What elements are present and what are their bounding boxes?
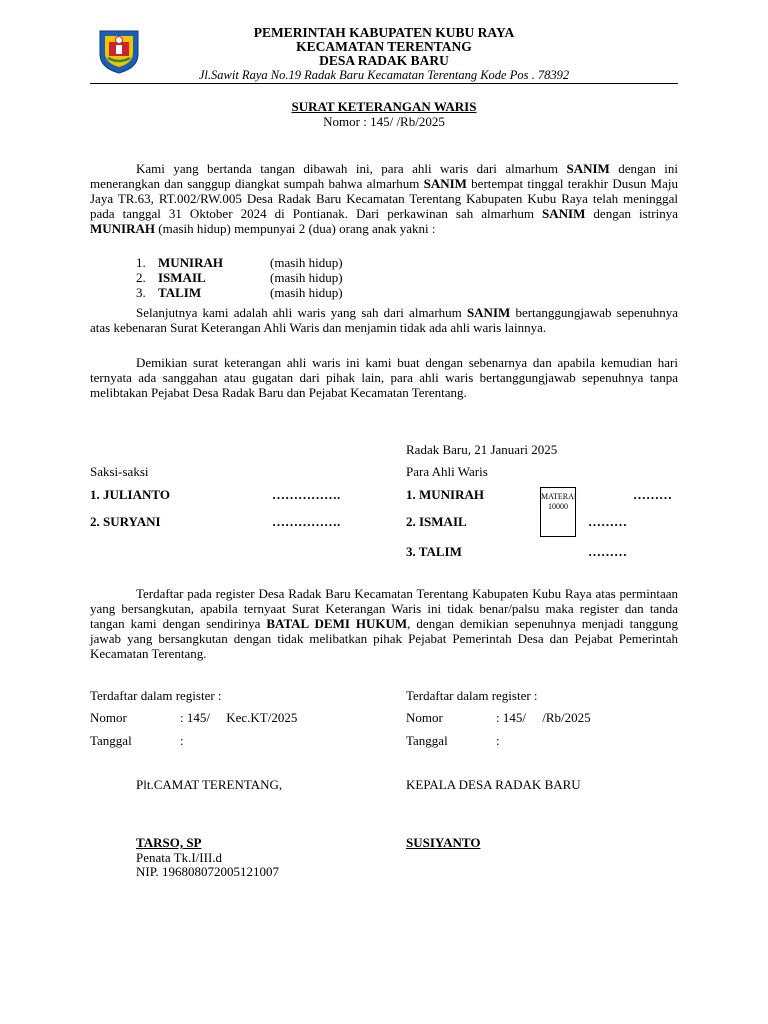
- heir-sign-2: 2. ISMAIL: [406, 514, 467, 529]
- witnesses-label: Saksi-saksi: [90, 464, 149, 479]
- heir-status: (masih hidup): [270, 270, 343, 285]
- register-right-tanggal-label: Tanggal: [406, 733, 448, 748]
- register-left-nomor-label: Nomor: [90, 710, 127, 725]
- register-left-label: Terdaftar dalam register :: [90, 688, 222, 703]
- kepala-desa-name: SUSIYANTO: [406, 835, 481, 850]
- list-item: [136, 285, 343, 300]
- materai-label: MATERAI: [541, 492, 577, 501]
- p1-text-1: Kami yang bertanda tangan dibawah ini, para ahli waris dari almarhum: [136, 161, 567, 176]
- heir-status: (masih hidup): [270, 285, 343, 300]
- heir-number: 3.: [136, 285, 146, 300]
- camat-rank: Penata Tk.I/III.d: [136, 850, 223, 865]
- letterhead: [180, 26, 588, 68]
- list-item: [136, 255, 343, 270]
- kepala-desa-title: KEPALA DESA RADAK BARU: [406, 777, 581, 792]
- heir-sign-2-line: ………: [588, 514, 627, 529]
- p1-name-2: SANIM: [423, 176, 467, 191]
- p1-text-2: dengan ini menerangkan dan sanggup diangkat sumpah bahwa almarhum: [90, 161, 678, 191]
- letterhead-address: Jl.Sawit Raya No.19 Radak Baru Kecamatan Terentang Kode Pos . 78392: [198, 68, 570, 82]
- heir-sign-3: 3. TALIM: [406, 544, 462, 559]
- letterhead-divider: [90, 83, 678, 84]
- register-right-tanggal-value: :: [496, 733, 500, 748]
- p4-text-1: Terdaftar pada register Desa Radak Baru Kecamatan Terentang Kabupaten Kubu Raya atas permintaan yang bersangkutan, apabila ternyaat Surat Keterangan Waris ini tidak benar/palsu maka register dan tanda tangan kami dengan sendirinya: [90, 586, 678, 631]
- heirs-label: Para Ahli Waris: [406, 464, 488, 479]
- witness-2-signature-line: …………….: [272, 514, 341, 529]
- list-item: [136, 270, 343, 285]
- materai-stamp-box: [540, 487, 576, 537]
- witness-name: 1. JULIANTO: [90, 487, 170, 502]
- register-paragraph: [90, 586, 678, 661]
- heirs-list: [136, 255, 343, 300]
- p1-name-4: MUNIRAH: [90, 221, 155, 236]
- letterhead-line1: PEMERINTAH KABUPATEN KUBU RAYA: [253, 25, 515, 40]
- p2-text-2: bertanggungjawab sepenuhnya atas kebenaran Surat Keterangan Ahli Waris dan menjamin tidak ada ahli waris lainnya.: [90, 305, 678, 335]
- p2-text-1: Selanjutnya kami adalah ahli waris yang sah dari almarhum: [136, 305, 467, 320]
- heir-sign-3-line: ………: [588, 544, 627, 559]
- witness-1: [90, 487, 170, 503]
- responsibility-paragraph: [90, 305, 678, 335]
- document-number: Nomor : 145/ /Rb/2025: [323, 114, 445, 129]
- heir-sign-1: 1. MUNIRAH: [406, 487, 484, 502]
- p1-name-1: SANIM: [566, 161, 610, 176]
- p1-text-4: dengan istrinya: [585, 206, 678, 221]
- heir-number: 1.: [136, 255, 146, 270]
- camat-nip: NIP. 196808072005121007: [136, 864, 280, 879]
- letterhead-line3: DESA RADAK BARU: [319, 53, 449, 68]
- place-date: Radak Baru, 21 Januari 2025: [406, 442, 558, 457]
- materai-value: 10000: [548, 502, 568, 511]
- witness-2: [90, 514, 161, 530]
- p4-text-2: , dengan demikian sepenuhnya menjadi tanggung jawab yang bersangkutan dengan tidak melibatkan pihak Pejabat Pemerintah Desa dan Pejabat Pemerintah Kecamatan Terentang.: [90, 616, 678, 661]
- register-right-nomor-label: Nomor: [406, 710, 443, 725]
- heir-name: TALIM: [158, 285, 202, 300]
- p4-bold: BATAL DEMI HUKUM: [266, 616, 408, 631]
- heir-sign-1-line: ………: [633, 487, 672, 502]
- heir-name: ISMAIL: [158, 270, 206, 285]
- document-title: SURAT KETERANGAN WARIS: [291, 99, 477, 114]
- heir-number: 2.: [136, 270, 146, 285]
- p3-text: Demikian surat keterangan ahli waris ini kami buat dengan sebenarnya dan apabila kemudian hari ternyata ada sanggahan atau gugatan dari pihak lain, para ahli waris bertanggungjawab sepenuhnya tanpa melibtakan Pejabat Desa Radak Baru dan Pejabat Kecamatan Terentang.: [90, 355, 678, 400]
- camat-name: TARSO, SP: [136, 835, 202, 850]
- register-left-tanggal-value: :: [180, 733, 184, 748]
- witness-1-signature-line: …………….: [272, 487, 341, 502]
- p2-name-1: SANIM: [466, 305, 511, 320]
- heir-status: (masih hidup): [270, 255, 343, 270]
- p1-name-3: SANIM: [542, 206, 586, 221]
- letterhead-line2: KECAMATAN TERENTANG: [296, 39, 472, 54]
- kabupaten-emblem: [96, 28, 142, 74]
- camat-title: Plt.CAMAT TERENTANG,: [136, 777, 283, 792]
- register-left-tanggal-label: Tanggal: [90, 733, 132, 748]
- heir-name: MUNIRAH: [158, 255, 223, 270]
- p1-text-5: (masih hidup) mempunyai 2 (dua) orang anak yakni :: [155, 221, 436, 236]
- witness-name: 2. SURYANI: [90, 514, 161, 529]
- p1-text-3: bertempat tinggal terakhir Dusun Maju Jaya TR.63, RT.002/RW.005 Desa Radak Baru Kecamatan Terentang Kabupaten Kubu Raya telah meninggal pada tanggal 31 Oktober 2024 di Pontianak. Dari perkawinan sah almarhum: [90, 176, 678, 221]
- register-right-nomor-value: : 145/ /Rb/2025: [496, 710, 591, 725]
- register-left-nomor-value: : 145/ Kec.KT/2025: [180, 710, 298, 725]
- opening-paragraph: [90, 161, 678, 236]
- register-right-label: Terdaftar dalam register :: [406, 688, 538, 703]
- closing-paragraph: [90, 355, 678, 400]
